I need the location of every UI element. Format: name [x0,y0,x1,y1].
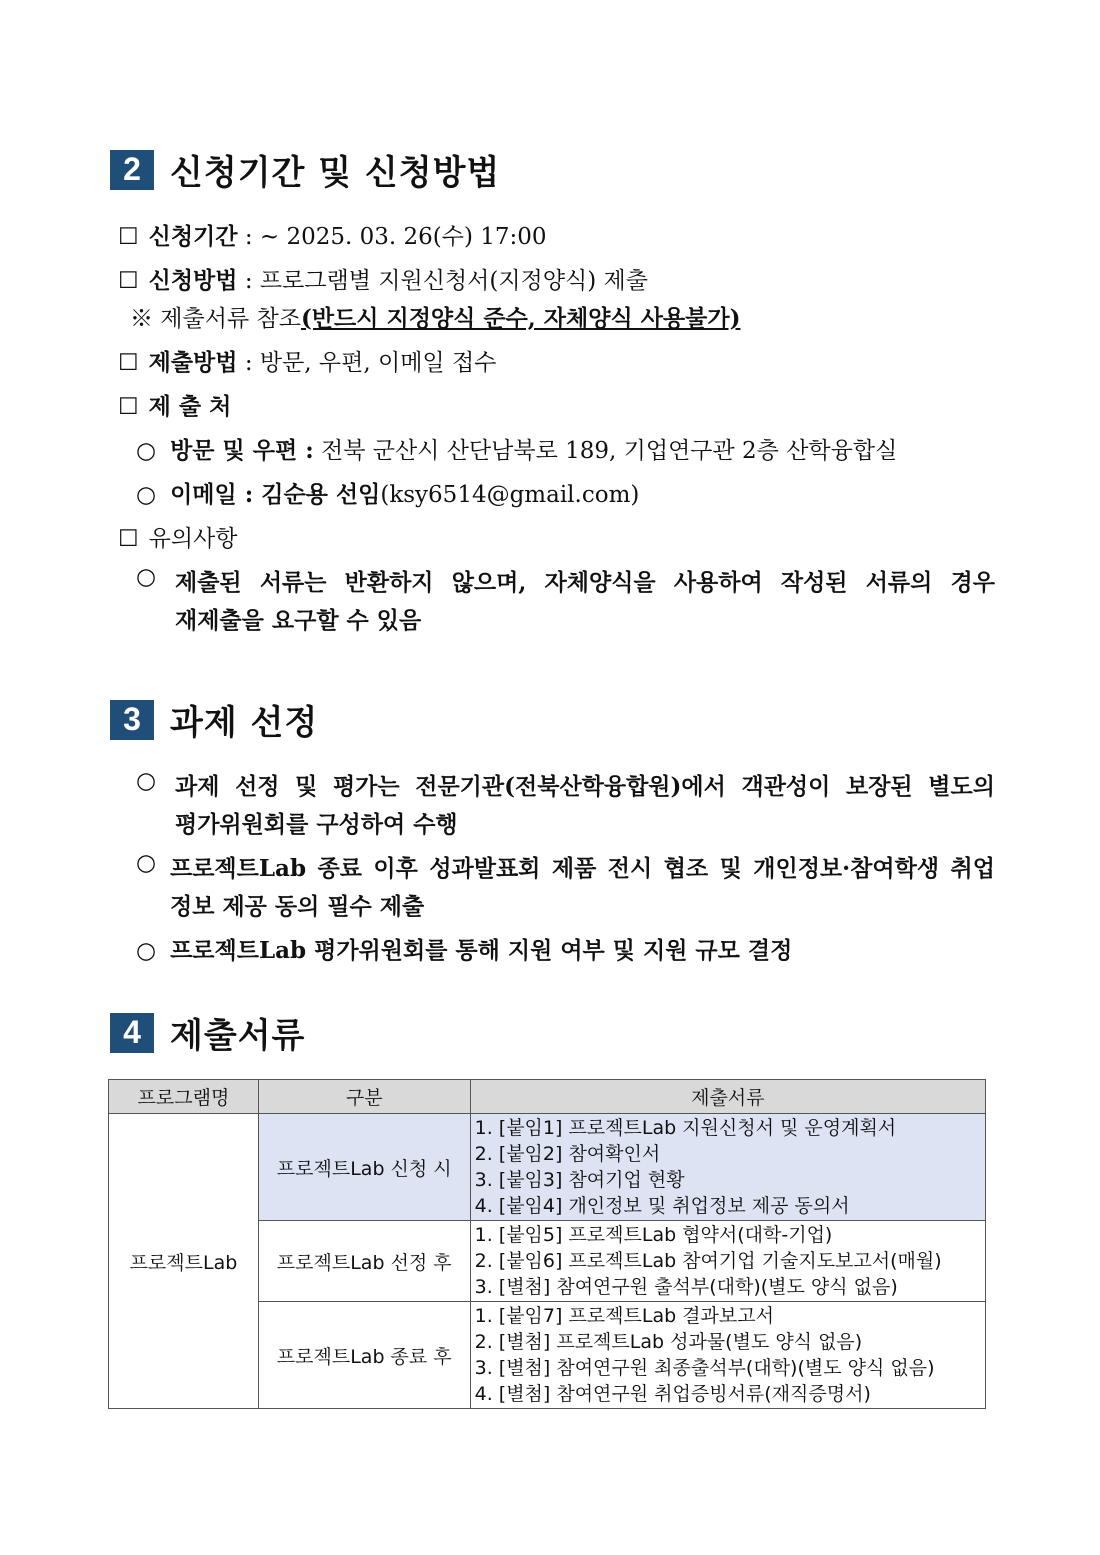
caution-word: 서류는 [259,569,327,596]
period-line [118,218,547,251]
caution-word: 반환하지 [344,569,434,596]
email-value: (ksy6514@gmail.com) [380,482,640,508]
selection-item-1-word: 선정 [235,773,280,800]
circle-bullet-icon: ○ [136,850,157,876]
selection-item-2-word: 개인정보·참여학생 [753,855,940,882]
documents-cell [470,1114,985,1221]
header-category: 구분 [258,1080,470,1114]
checkbox-square-icon: ☐ [118,224,139,250]
selection-item-2-word: 및 [719,855,742,882]
caution-word: 자체양식을 [544,569,656,596]
period-label: 신청기간 [148,223,238,250]
circle-bullet-icon: ○ [136,938,157,964]
document-item: 2. [붙임2] 참여확인서 [474,1143,661,1165]
selection-item-1-word: 전문기관(전북산학융합원)에서 [415,773,726,800]
table-header-row [109,1080,986,1114]
document-item: 4. [붙임4] 개인정보 및 취업정보 제공 동의서 [474,1195,850,1217]
method-value: : 프로그램별 지원신청서(지정양식) 제출 [244,268,648,294]
submit-to-label: 제 출 처 [148,393,232,420]
header-documents: 제출서류 [470,1080,985,1114]
caution-text-line-1 [175,564,995,597]
documents-table [108,1079,986,1409]
selection-item-2-word: 협조 [663,855,709,882]
document-item: 3. [별첨] 참여연구원 출석부(대학)(별도 양식 없음) [474,1276,898,1298]
submit-to-line [118,388,231,421]
documents-cell [470,1302,985,1409]
section-title: 과제 선정 [170,703,319,743]
selection-item-1-line-1 [175,768,995,801]
circle-bullet-icon: ○ [136,438,157,464]
caution-text-line-2: 재제출을 요구할 수 있음 [175,607,422,634]
selection-item-3 [136,932,792,965]
section-title: 신청기간 및 신청방법 [170,153,501,193]
selection-item-2-line-1 [170,850,995,883]
document-item: 1. [붙임7] 프로젝트Lab 결과보고서 [474,1305,774,1327]
selection-item-2-word: 이후 [373,855,418,882]
selection-item-1-word: 및 [295,773,318,800]
selection-item-1-line-2: 평가위원회를 구성하여 수행 [175,811,458,838]
section-4-heading [110,1008,305,1057]
selection-item-1-word: 평가는 [332,773,400,800]
checkbox-square-icon: ☐ [118,268,139,294]
document-item: 4. [별첨] 참여연구원 취업증빙서류(재직증명서) [474,1383,871,1405]
document-item: 1. [붙임5] 프로젝트Lab 협약서(대학-기업) [474,1224,833,1246]
caution-word: 사용하여 [673,569,763,596]
email-line [136,476,639,509]
selection-item-2-word: 성과발표회 [429,855,541,882]
selection-item-1-word: 객관성이 [741,773,831,800]
caution-word: 작성된 [780,569,848,596]
selection-item-2-line-2: 정보 제공 동의 필수 제출 [170,893,425,920]
selection-item-2-word: 취업 [950,855,995,882]
caution-label: 유의사항 [148,526,238,552]
section-title: 제출서류 [170,1016,306,1056]
caution-word: 않으며, [451,569,527,596]
submit-method-value: : 방문, 우편, 이메일 접수 [244,350,497,376]
document-item: 2. [별첨] 프로젝트Lab 성과물(별도 양식 없음) [474,1331,863,1353]
note-prefix: ※ 제출서류 참조 [130,306,301,332]
selection-item-2-word: 전시 [607,855,653,882]
documents-cell [470,1221,985,1302]
caution-word: 서류의 [865,569,933,596]
header-program: 프로그램명 [109,1080,259,1114]
document-item: 3. [붙임3] 참여기업 현황 [474,1169,685,1191]
section-number-badge: 3 [110,700,154,740]
selection-item-1-word: 별도의 [928,773,995,800]
period-value: : ~ 2025. 03. 26(수) 17:00 [244,224,547,250]
table-row [109,1114,986,1221]
email-label: 이메일 : 김순용 선임 [170,481,381,508]
section-2-heading [110,145,500,194]
selection-item-3-text: 프로젝트Lab 평가위원회를 통해 지원 여부 및 지원 규모 결정 [170,937,793,964]
caution-line [118,520,238,553]
selection-item-2-word: 프로젝트Lab [170,855,307,882]
visit-label: 방문 및 우편 : [170,437,314,464]
circle-bullet-icon: ○ [136,482,157,508]
submit-method-label: 제출방법 [148,349,238,376]
program-cell: 프로젝트Lab [109,1114,259,1409]
document-item: 3. [별첨] 참여연구원 최종출석부(대학)(별도 양식 없음) [474,1357,935,1379]
note-underlined: (반드시 지정양식 준수, 자체양식 사용불가) [300,305,741,332]
category-cell: 프로젝트Lab 종료 후 [258,1302,470,1409]
category-cell: 프로젝트Lab 선정 후 [258,1221,470,1302]
selection-item-2-word: 제품 [551,855,597,882]
circle-bullet-icon: ○ [136,564,157,590]
selection-item-1-word: 과제 [175,773,220,800]
document-item: 2. [붙임6] 프로젝트Lab 참여기업 기술지도보고서(매월) [474,1250,942,1272]
method-line [118,262,648,295]
caution-word: 경우 [950,569,995,596]
selection-item-1-word: 보장된 [845,773,913,800]
checkbox-square-icon: ☐ [118,394,139,420]
submit-method-line [118,344,496,377]
visit-line [136,432,897,465]
visit-value: 전북 군산시 산단남북로 189, 기업연구관 2층 산학융합실 [321,438,898,464]
section-number-badge: 4 [110,1013,154,1053]
circle-bullet-icon: ○ [136,768,157,794]
caution-word: 제출된 [175,569,242,596]
checkbox-square-icon: ☐ [118,350,139,376]
category-cell: 프로젝트Lab 신청 시 [258,1114,470,1221]
section-3-heading [110,695,318,744]
selection-item-2-word: 종료 [317,855,362,882]
document-item: 1. [붙임1] 프로젝트Lab 지원신청서 및 운영계획서 [474,1117,897,1139]
checkbox-square-icon: ☐ [118,526,139,552]
note-line [130,300,740,333]
section-number-badge: 2 [110,150,154,190]
method-label: 신청방법 [148,267,238,294]
